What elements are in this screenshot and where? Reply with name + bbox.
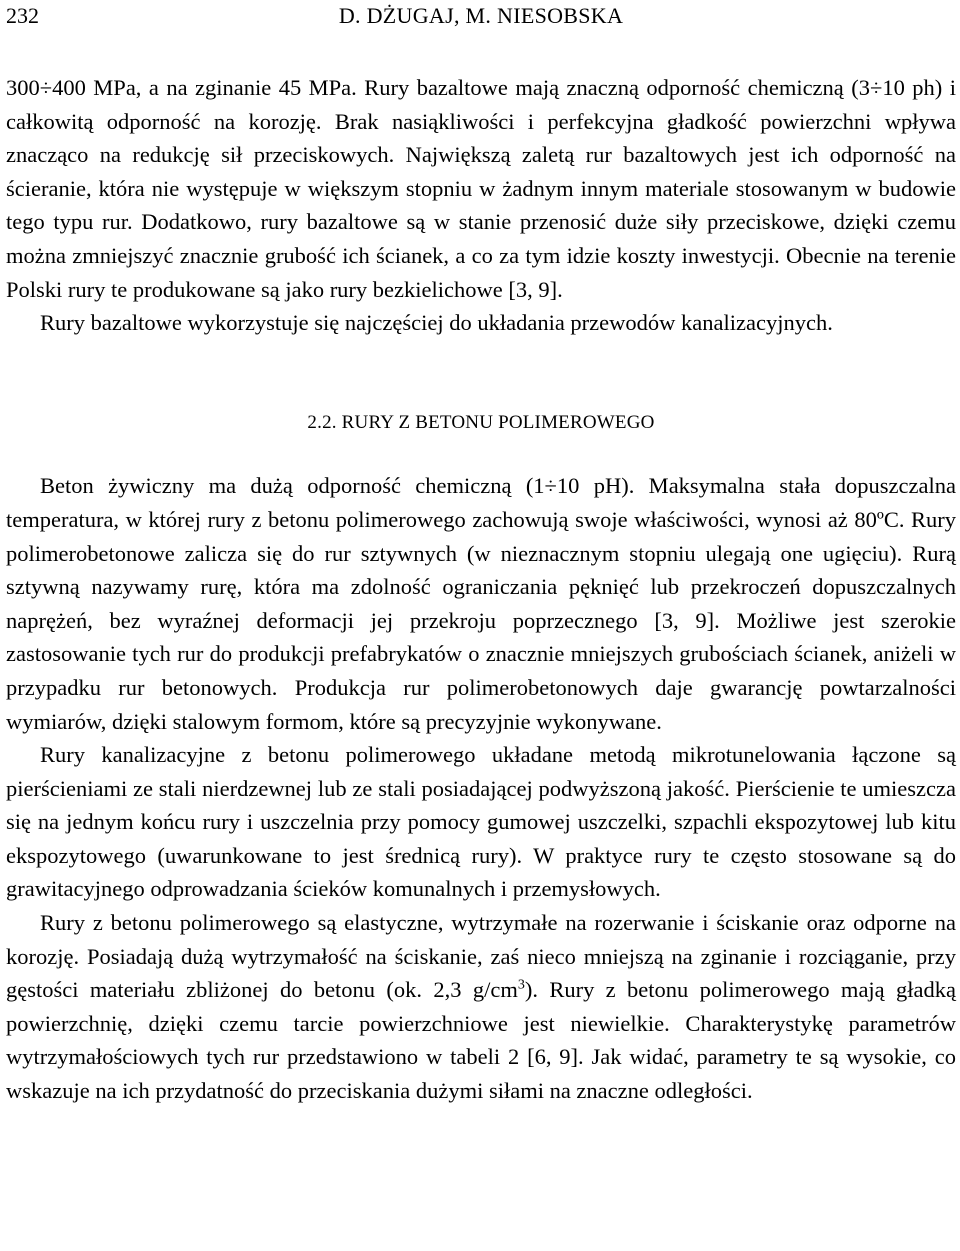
page-header <box>6 0 956 34</box>
paragraph <box>6 906 956 1108</box>
section-heading: 2.2. RURY Z BETONU POLIMEROWEGO <box>307 411 655 433</box>
running-head: D. DŻUGAJ, M. NIESOBSKA <box>338 3 624 28</box>
document-page <box>6 0 956 1108</box>
paragraph: Rury bazaltowe wykorzystuje się najczęściej do układania przewodów kanalizacyjnych. <box>40 310 833 336</box>
paragraph-text: ). Rury z betonu polimerowego mają gładką powierzchnię, dzięki czemu tarcie powierzchniowe jest niewielkie. Charakterystykę parametrów wytrzymałościowych tych rur przedstawiono w tabeli 2 [6, 9]. Jak widać, parametry te są wysokie, co wskazuje na ich przydatność do przeciskania dużymi siłami na znaczne odległości. <box>6 977 956 1104</box>
superscript: 3 <box>517 977 525 993</box>
paragraph: Beton żywiczny ma dużą odporność chemiczną (1÷10 pH). Maksymalna stała dopuszczalna temperatura, w której rury z betonu polimerowego zachowują swoje właściwości, wynosi aż 80ºC. Rury polimerobetonowe zalicza się do rur sztywnych (w nieznacznym stopniu ulegają one ugięciu). Rurą sztywną nazywamy rurę, która ma zdolność ograniczania pęknięć lub przekroczeń dopuszczalnych naprężeń, bez wyraźnej deformacji jej przekroju poprzecznego [3, 9]. Możliwe jest szerokie zastosowanie tych rur do produkcji prefabrykatów o znacznie mniejszych grubościach ścianek, aniżeli w przypadku rur betonowych. Produkcja rur polimerobetonowych daje gwarancję powtarzalności wymiarów, dzięki stalowym formom, które są precyzyjnie wykonywane. <box>6 473 956 734</box>
paragraph: 300÷400 MPa, a na zginanie 45 MPa. Rury bazaltowe mają znaczną odporność chemiczną (3÷10 ph) i całkowitą odporność na korozję. Brak nasiąkliwości i perfekcyjna gładkość powierzchni wpływa znacząco na redukcję sił przeciskowych. Największą zaletą rur bazaltowych jest ich odporność na ścieranie, która nie występuje w większym stopniu w żadnym innym materiale stosowanym w budowie tego typu rur. Dodatkowo, rury bazaltowe są w stanie przenosić duże siły przeciskowe, dzięki czemu można zmniejszyć znacznie grubość ich ścianek, a co za tym idzie koszty inwestycji. Obecnie na terenie Polski rury te produkowane są jako rury bezkielichowe [3, 9]. <box>6 75 956 302</box>
paragraph-text: Rury z betonu polimerowego są elastyczne, wytrzymałe na rozerwanie i ściskanie oraz odporne na korozję. Posiadają dużą wytrzymałość na ściskanie, zaś nieco mniejszą na zginanie i rozciąganie, przy gęstości materiału zbliżonej do betonu (ok. 2,3 g/cm <box>6 910 956 1003</box>
page-number: 232 <box>6 3 39 28</box>
body-text <box>6 71 956 1108</box>
paragraph: Rury kanalizacyjne z betonu polimerowego układane metodą mikrotunelowania łączone są pierścieniami ze stali nierdzewnej lub ze stali posiadającej podwyższoną jakość. Pierścienie te umieszcza się na jednym końcu rury i uszczelnia przy pomocy gumowej uszczelki, szpachli ekspozytowej lub kitu ekspozytowego (uwarunkowane to jest średnicą rury). W praktyce rury te często stosowane są do grawitacyjnego odprowadzania ścieków komunalnych i przemysłowych. <box>6 742 956 902</box>
